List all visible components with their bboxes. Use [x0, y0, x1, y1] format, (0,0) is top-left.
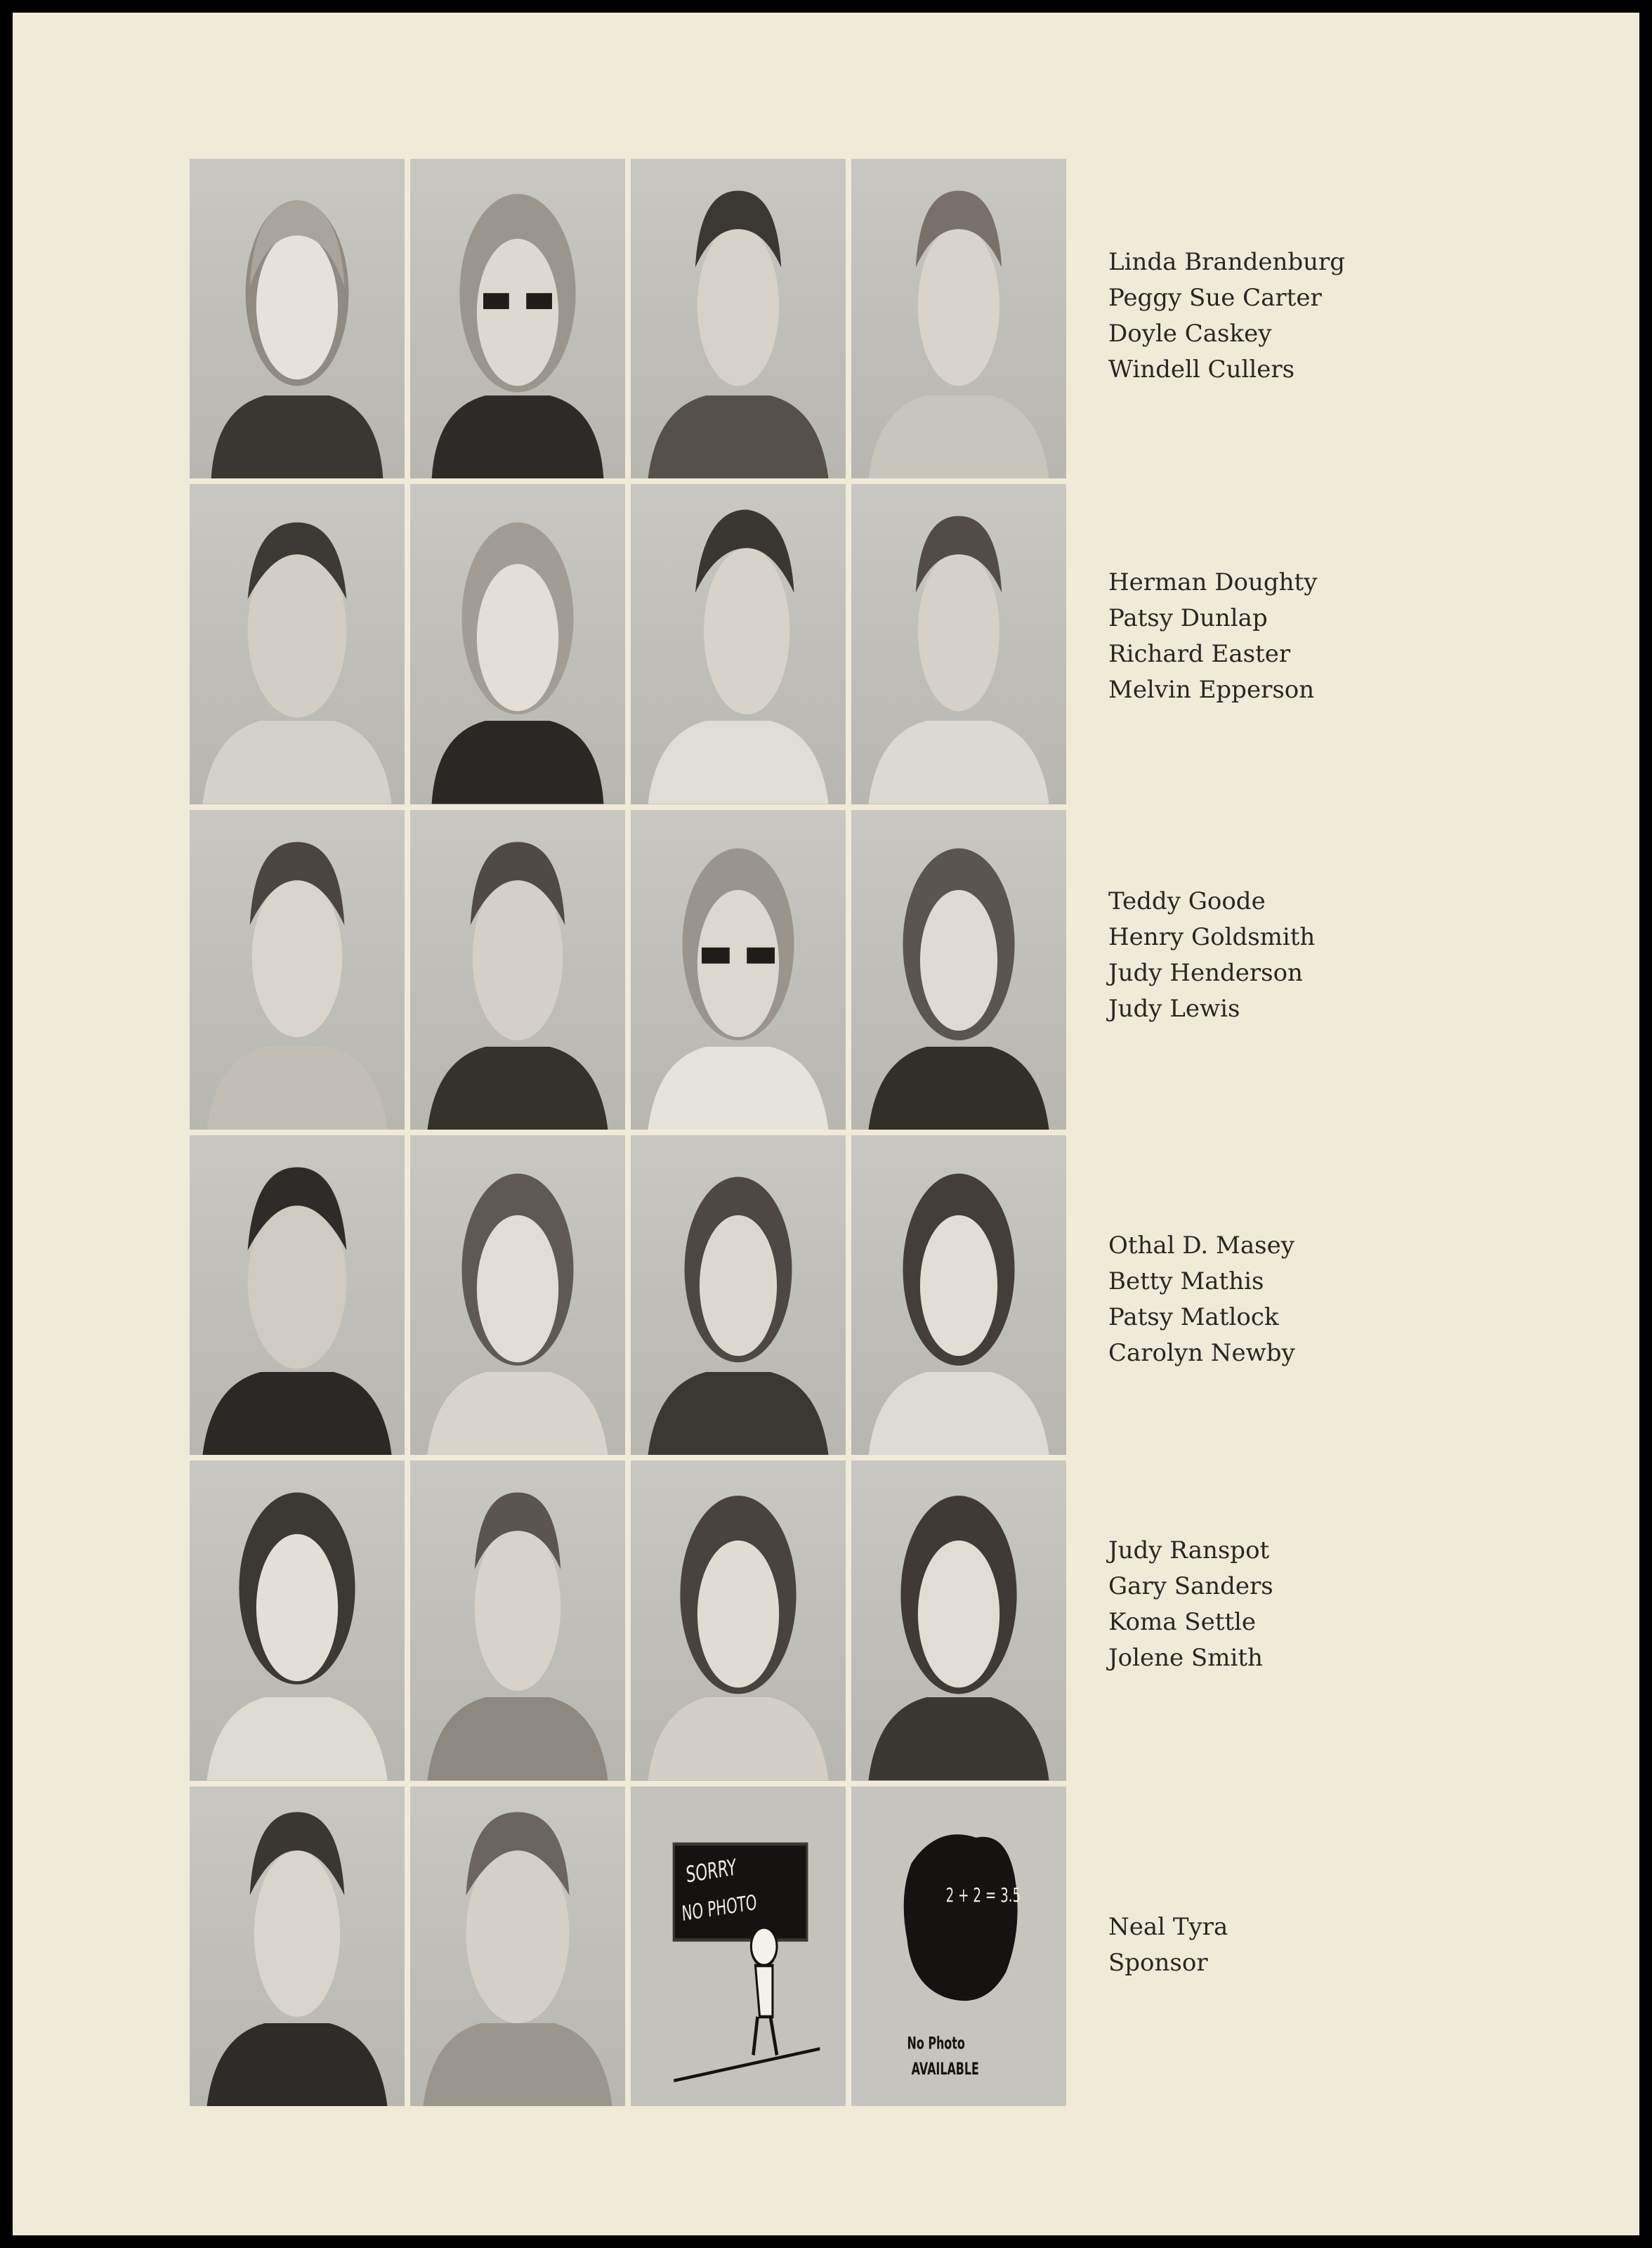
student-name: Linda Brandenburg — [1108, 248, 1346, 276]
student-name: Judy Ranspot — [1108, 1536, 1270, 1564]
no-photo-text: NO PHOTO — [681, 1890, 758, 1926]
portrait-judy-ranspot — [190, 1460, 405, 1780]
student-name: Doyle Caskey — [1108, 320, 1272, 348]
student-name: Windell Cullers — [1108, 355, 1295, 384]
name-list-row-1 — [1108, 244, 1345, 388]
student-name: Richard Easter — [1108, 640, 1291, 668]
portrait-judy-henderson — [631, 810, 846, 1130]
student-name: Neal Tyra — [1108, 1913, 1228, 1941]
student-name: Gary Sanders — [1108, 1572, 1273, 1600]
sorry-no-photo-placeholder — [631, 1786, 846, 2106]
portrait-neal-tyra — [190, 1786, 405, 2106]
student-name: Betty Mathis — [1108, 1267, 1264, 1295]
portrait-herman-doughty — [190, 484, 405, 804]
portrait-othal-d-masey — [190, 1135, 405, 1455]
sorry-text: SORRY — [685, 1855, 738, 1888]
portrait-windell-cullers — [851, 159, 1066, 478]
yearbook-page — [13, 13, 1639, 2235]
name-list-row-5 — [1108, 1533, 1273, 1676]
student-name: Judy Henderson — [1108, 959, 1303, 987]
student-name: Judy Lewis — [1108, 995, 1240, 1023]
portrait-judy-lewis — [851, 810, 1066, 1130]
portrait-gary-sanders — [410, 1460, 625, 1780]
student-name: Henry Goldsmith — [1108, 923, 1316, 951]
portrait-jolene-smith — [851, 1460, 1066, 1780]
name-list-row-3 — [1108, 884, 1315, 1027]
available-label: AVAILABLE — [911, 2058, 979, 2079]
portrait-patsy-matlock — [631, 1135, 846, 1455]
portrait-melvin-epperson — [851, 484, 1066, 804]
student-name: Herman Doughty — [1108, 568, 1318, 596]
student-name: Jolene Smith — [1108, 1644, 1263, 1672]
portrait-henry-goldsmith — [410, 810, 625, 1130]
student-name: Othal D. Masey — [1108, 1231, 1294, 1260]
sponsor-label: Sponsor — [1108, 1949, 1208, 1977]
student-name: Patsy Matlock — [1108, 1303, 1279, 1331]
portrait-teddy-goode — [190, 810, 405, 1130]
student-name: Patsy Dunlap — [1108, 604, 1268, 632]
portrait-carolyn-newby — [851, 1135, 1066, 1455]
portrait-peggy-sue-carter — [410, 159, 625, 478]
student-name: Peggy Sue Carter — [1108, 284, 1322, 312]
name-list-row-4 — [1108, 1228, 1295, 1371]
student-name: Koma Settle — [1108, 1608, 1257, 1636]
student-name: Carolyn Newby — [1108, 1339, 1295, 1367]
math-text: 2 + 2 = 3.5 — [945, 1883, 1021, 1907]
student-name: Melvin Epperson — [1108, 676, 1315, 704]
student-name: Teddy Goode — [1108, 887, 1266, 915]
portrait-sponsor — [410, 1786, 625, 2106]
no-photo-available-placeholder — [851, 1786, 1066, 2106]
no-photo-label: No Photo — [907, 2032, 965, 2053]
portrait-linda-brandenburg — [190, 159, 405, 478]
portrait-patsy-dunlap — [410, 484, 625, 804]
portrait-betty-mathis — [410, 1135, 625, 1455]
name-list-row-2 — [1108, 565, 1317, 708]
photo-grid — [190, 159, 1066, 2106]
portrait-doyle-caskey — [631, 159, 846, 478]
portrait-richard-easter — [631, 484, 846, 804]
portrait-koma-settle — [631, 1460, 846, 1780]
name-list-row-6 — [1108, 1909, 1228, 1981]
